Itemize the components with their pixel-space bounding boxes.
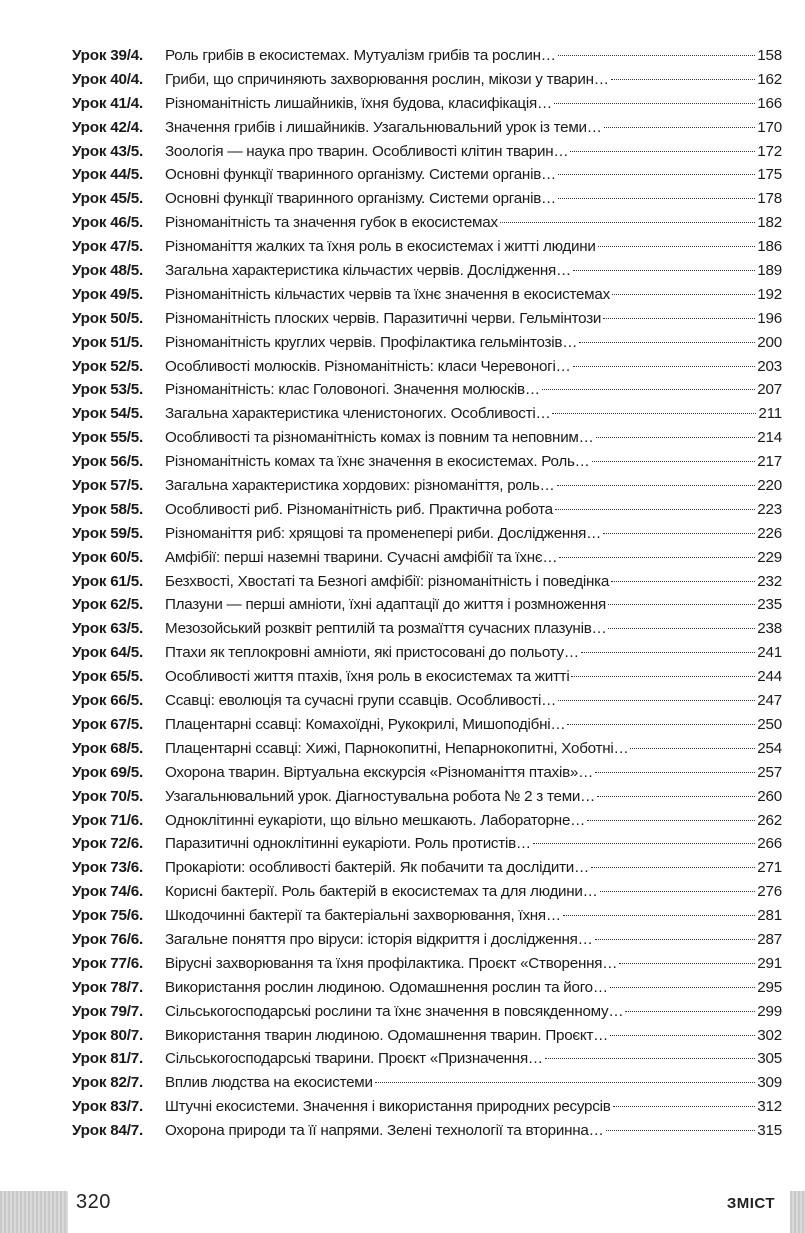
toc-entry[interactable] xyxy=(72,928,782,952)
lesson-title: Загальна характеристика членистоногих. Особливості… xyxy=(165,405,551,423)
lesson-title: Ссавці: еволюція та сучасні групи ссавців. Особливості… xyxy=(165,692,557,710)
dot-leader xyxy=(613,1106,756,1107)
lesson-page-number: 305 xyxy=(757,1050,782,1068)
toc-entry[interactable] xyxy=(72,474,782,498)
lesson-page-number: 276 xyxy=(757,883,782,901)
lesson-number: Урок 47/5. xyxy=(72,238,144,256)
lesson-number: Урок 68/5. xyxy=(72,739,144,757)
lesson-number: Урок 59/5. xyxy=(72,524,144,542)
toc-entry[interactable] xyxy=(72,761,782,785)
toc-entry[interactable] xyxy=(72,331,782,355)
dot-leader xyxy=(610,1035,755,1036)
dot-leader xyxy=(603,533,755,534)
lesson-title: Сільськогосподарські рослини та їхнє значення в повсякденному… xyxy=(165,1002,624,1020)
dot-leader xyxy=(557,485,756,486)
dot-leader xyxy=(554,103,755,104)
lesson-page-number: 214 xyxy=(757,429,782,447)
lesson-title: Особливості молюсків. Різноманітність: класи Черевоногі… xyxy=(165,357,571,375)
lesson-page-number: 211 xyxy=(758,405,782,423)
lesson-title: Особливості життя птахів, їхня роль в екосистемах та житті xyxy=(165,668,570,686)
footer-page-number: 320 xyxy=(76,1191,111,1213)
toc-entry[interactable] xyxy=(72,570,782,594)
toc-entry[interactable] xyxy=(72,856,782,880)
dot-leader xyxy=(598,246,756,247)
lesson-title: Особливості риб. Різноманітність риб. Практична робота xyxy=(165,500,553,518)
lesson-page-number: 207 xyxy=(757,381,782,399)
toc-entry[interactable] xyxy=(72,68,782,92)
lesson-number: Урок 55/5. xyxy=(72,429,144,447)
dot-leader xyxy=(555,509,755,510)
lesson-page-number: 312 xyxy=(757,1098,782,1116)
lesson-title: Різноманітність кільчастих червів та їхнє значення в екосистемах xyxy=(165,285,610,303)
toc-entry[interactable] xyxy=(72,235,782,259)
toc-entry[interactable] xyxy=(72,809,782,833)
lesson-page-number: 260 xyxy=(757,787,782,805)
lesson-number: Урок 60/5. xyxy=(72,548,144,566)
toc-entry[interactable] xyxy=(72,140,782,164)
toc-entry[interactable] xyxy=(72,187,782,211)
lesson-title: Сільськогосподарські тварини. Проєкт «Призначення… xyxy=(165,1050,543,1068)
dot-leader xyxy=(592,461,756,462)
lesson-page-number: 170 xyxy=(757,118,782,136)
lesson-title: Прокаріоти: особливості бактерій. Як побачити та дослідити… xyxy=(165,859,589,877)
lesson-page-number: 247 xyxy=(757,692,782,710)
lesson-page-number: 299 xyxy=(757,1002,782,1020)
lesson-page-number: 196 xyxy=(757,309,782,327)
lesson-title: Різноманітність комах та їхнє значення в екосистемах. Роль… xyxy=(165,453,590,471)
lesson-number: Урок 78/7. xyxy=(72,978,144,996)
toc-entry[interactable] xyxy=(72,904,782,928)
dot-leader xyxy=(597,796,755,797)
lesson-title: Загальна характеристика хордових: різноманіття, роль… xyxy=(165,477,555,495)
lesson-title: Гриби, що спричиняють захворювання рослин, мікози у тварин… xyxy=(165,70,609,88)
lesson-page-number: 182 xyxy=(757,214,782,232)
toc-entry[interactable] xyxy=(72,546,782,570)
lesson-page-number: 232 xyxy=(757,572,782,590)
lesson-number: Урок 72/6. xyxy=(72,835,144,853)
dot-leader xyxy=(559,557,755,558)
lesson-title: Зоологія — наука про тварин. Особливості клітин тварин… xyxy=(165,142,569,160)
lesson-title: Плацентарні ссавці: Хижі, Парнокопитні, Непарнокопитні, Хоботні… xyxy=(165,739,629,757)
lesson-page-number: 254 xyxy=(757,739,782,757)
dot-leader xyxy=(612,294,755,295)
lesson-number: Урок 69/5. xyxy=(72,763,144,781)
lesson-page-number: 223 xyxy=(757,500,782,518)
dot-leader xyxy=(545,1058,755,1059)
dot-leader xyxy=(591,867,755,868)
lesson-page-number: 262 xyxy=(757,811,782,829)
dot-leader xyxy=(579,342,755,343)
lesson-title: Птахи як теплокровні амніоти, які пристосовані до польоту… xyxy=(165,644,579,662)
dot-leader xyxy=(595,939,756,940)
dot-leader xyxy=(563,915,755,916)
footer-decor-right xyxy=(790,1191,805,1233)
lesson-page-number: 295 xyxy=(757,978,782,996)
dot-leader xyxy=(606,1130,756,1131)
lesson-title: Загальне поняття про віруси: історія відкриття і дослідження… xyxy=(165,930,593,948)
footer-section-title: ЗМІСТ xyxy=(726,1195,775,1212)
lesson-title: Вірусні захворювання та їхня профілактика. Проєкт «Створення… xyxy=(165,954,618,972)
lesson-title: Роль грибів в екосистемах. Мутуалізм грибів та рослин… xyxy=(165,47,556,64)
lesson-title: Особливості та різноманітність комах із повним та неповним… xyxy=(165,429,594,447)
lesson-page-number: 235 xyxy=(757,596,782,614)
lesson-page-number: 172 xyxy=(757,142,782,160)
lesson-title: Використання рослин людиною. Одомашнення рослин та його… xyxy=(165,978,608,996)
toc-entry[interactable] xyxy=(72,617,782,641)
lesson-number: Урок 83/7. xyxy=(72,1098,144,1116)
dot-leader xyxy=(625,1011,755,1012)
lesson-number: Урок 74/6. xyxy=(72,883,144,901)
lesson-page-number: 217 xyxy=(757,453,782,471)
toc-entry[interactable] xyxy=(72,689,782,713)
toc-entry[interactable] xyxy=(72,976,782,1000)
dot-leader xyxy=(558,174,755,175)
dot-leader xyxy=(552,413,756,414)
lesson-title: Охорона природи та її напрями. Зелені технології та вторинна… xyxy=(165,1122,604,1140)
toc-entry[interactable] xyxy=(72,641,782,665)
lesson-page-number: 315 xyxy=(757,1122,782,1140)
toc-entry[interactable] xyxy=(72,426,782,450)
lesson-number: Урок 40/4. xyxy=(72,70,144,88)
lesson-number: Урок 39/4. xyxy=(72,47,144,64)
lesson-page-number: 166 xyxy=(757,94,782,112)
lesson-page-number: 291 xyxy=(757,954,782,972)
lesson-number: Урок 44/5. xyxy=(72,166,144,184)
lesson-number: Урок 77/6. xyxy=(72,954,144,972)
lesson-number: Урок 41/4. xyxy=(72,94,144,112)
lesson-title: Узагальнювальний урок. Діагностувальна робота № 2 з теми… xyxy=(165,787,596,805)
toc-entry[interactable] xyxy=(72,880,782,904)
lesson-page-number: 266 xyxy=(757,835,782,853)
toc-entry[interactable] xyxy=(72,737,782,761)
dot-leader xyxy=(600,891,756,892)
lesson-page-number: 281 xyxy=(757,907,782,925)
toc-entry[interactable] xyxy=(72,1119,782,1143)
toc-entry[interactable] xyxy=(72,1071,782,1095)
dot-leader xyxy=(610,987,755,988)
lesson-title: Загальна характеристика кільчастих червів. Дослідження… xyxy=(165,262,571,280)
lesson-title: Різноманітність круглих червів. Профілактика гельмінтозів… xyxy=(165,333,578,351)
dot-leader xyxy=(596,437,756,438)
lesson-page-number: 238 xyxy=(757,620,782,638)
lesson-page-number: 175 xyxy=(757,166,782,184)
lesson-number: Урок 82/7. xyxy=(72,1074,144,1092)
lesson-page-number: 220 xyxy=(757,477,782,495)
toc-entry[interactable] xyxy=(72,378,782,402)
dot-leader xyxy=(608,628,755,629)
lesson-page-number: 186 xyxy=(757,238,782,256)
lesson-number: Урок 81/7. xyxy=(72,1050,144,1068)
lesson-number: Урок 64/5. xyxy=(72,644,144,662)
dot-leader xyxy=(608,604,755,605)
lesson-number: Урок 54/5. xyxy=(72,405,144,423)
lesson-page-number: 189 xyxy=(757,262,782,280)
lesson-number: Урок 70/5. xyxy=(72,787,144,805)
dot-leader xyxy=(375,1082,756,1083)
lesson-number: Урок 63/5. xyxy=(72,620,144,638)
lesson-number: Урок 50/5. xyxy=(72,309,144,327)
lesson-title: Корисні бактерії. Роль бактерій в екосистемах та для людини… xyxy=(165,883,598,901)
lesson-page-number: 229 xyxy=(757,548,782,566)
dot-leader xyxy=(571,676,755,677)
lesson-title: Різноманітність плоских червів. Паразитичні черви. Гельмінтози xyxy=(165,309,602,327)
dot-leader xyxy=(587,820,755,821)
lesson-title: Різноманіття жалких та їхня роль в екосистемах і житті людини xyxy=(165,238,596,256)
toc-entry[interactable] xyxy=(72,1047,782,1071)
lesson-title: Використання тварин людиною. Одомашнення тварин. Проєкт… xyxy=(165,1026,609,1044)
dot-leader xyxy=(611,79,756,80)
dot-leader xyxy=(558,198,755,199)
lesson-page-number: 158 xyxy=(757,47,782,64)
toc-entry[interactable] xyxy=(72,665,782,689)
toc-entry[interactable] xyxy=(72,355,782,379)
lesson-page-number: 203 xyxy=(757,357,782,375)
dot-leader xyxy=(573,366,756,367)
footer-decor-left xyxy=(0,1191,68,1233)
lesson-number: Урок 76/6. xyxy=(72,930,144,948)
lesson-number: Урок 48/5. xyxy=(72,262,144,280)
lesson-number: Урок 43/5. xyxy=(72,142,144,160)
lesson-page-number: 162 xyxy=(757,70,782,88)
lesson-number: Урок 57/5. xyxy=(72,477,144,495)
toc-entry[interactable] xyxy=(72,44,782,68)
toc-entry[interactable] xyxy=(72,1095,782,1119)
lesson-number: Урок 56/5. xyxy=(72,453,144,471)
dot-leader xyxy=(573,270,755,271)
toc-entry[interactable] xyxy=(72,450,782,474)
toc-entry[interactable] xyxy=(72,1024,782,1048)
lesson-number: Урок 53/5. xyxy=(72,381,144,399)
toc-entry[interactable] xyxy=(72,522,782,546)
dot-leader xyxy=(630,748,755,749)
lesson-title: Значення грибів і лишайників. Узагальнювальний урок із теми… xyxy=(165,118,602,136)
lesson-title: Різноманітність: клас Головоногі. Значення молюсків… xyxy=(165,381,540,399)
lesson-title: Шкодочинні бактерії та бактеріальні захворювання, їхня… xyxy=(165,907,561,925)
toc-entry[interactable] xyxy=(72,498,782,522)
dot-leader xyxy=(558,55,756,56)
lesson-title: Амфібії: перші наземні тварини. Сучасні амфібії та їхнє… xyxy=(165,548,558,566)
lesson-title: Плазуни — перші амніоти, їхні адаптації до життя і розмноження xyxy=(165,596,607,614)
toc-entry[interactable] xyxy=(72,259,782,283)
dot-leader xyxy=(533,843,755,844)
lesson-title: Безхвості, Хвостаті та Безногі амфібії: різноманітність і поведінка xyxy=(165,572,610,590)
lesson-page-number: 192 xyxy=(757,285,782,303)
lesson-title: Вплив людства на екосистеми xyxy=(165,1074,373,1092)
toc-entry[interactable] xyxy=(72,307,782,331)
toc-entry[interactable] xyxy=(72,832,782,856)
lesson-number: Урок 84/7. xyxy=(72,1122,144,1140)
lesson-number: Урок 49/5. xyxy=(72,285,144,303)
lesson-number: Урок 71/6. xyxy=(72,811,144,829)
lesson-title: Різноманітність лишайників, їхня будова, класифікація… xyxy=(165,94,552,112)
lesson-page-number: 200 xyxy=(757,333,782,351)
lesson-title: Мезозойський розквіт рептилій та розмаїття сучасних плазунів… xyxy=(165,620,607,638)
dot-leader xyxy=(604,127,756,128)
dot-leader xyxy=(542,389,755,390)
lesson-number: Урок 51/5. xyxy=(72,333,144,351)
dot-leader xyxy=(581,652,755,653)
toc-entry[interactable] xyxy=(72,92,782,116)
lesson-page-number: 244 xyxy=(757,668,782,686)
lesson-title: Штучні екосистеми. Значення і використання природних ресурсів xyxy=(165,1098,611,1116)
lesson-page-number: 178 xyxy=(757,190,782,208)
lesson-number: Урок 52/5. xyxy=(72,357,144,375)
lesson-page-number: 287 xyxy=(757,930,782,948)
lesson-title: Основні функції тваринного організму. Системи органів… xyxy=(165,190,556,208)
lesson-number: Урок 79/7. xyxy=(72,1002,144,1020)
lesson-title: Різноманіття риб: хрящові та променепері риби. Дослідження… xyxy=(165,524,602,542)
lesson-page-number: 250 xyxy=(757,715,782,733)
table-of-contents xyxy=(72,44,782,1143)
lesson-number: Урок 66/5. xyxy=(72,692,144,710)
lesson-number: Урок 73/6. xyxy=(72,859,144,877)
toc-entry[interactable] xyxy=(72,593,782,617)
lesson-number: Урок 61/5. xyxy=(72,572,144,590)
lesson-title: Плацентарні ссавці: Комахоїдні, Рукокрилі, Мишоподібні… xyxy=(165,715,566,733)
lesson-number: Урок 65/5. xyxy=(72,668,144,686)
lesson-page-number: 271 xyxy=(757,859,782,877)
toc-entry[interactable] xyxy=(72,211,782,235)
lesson-title: Паразитичні одноклітинні еукаріоти. Роль протистів… xyxy=(165,835,531,853)
toc-entry[interactable] xyxy=(72,163,782,187)
lesson-title: Одноклітинні еукаріоти, що вільно мешкають. Лабораторне… xyxy=(165,811,586,829)
toc-entry[interactable] xyxy=(72,785,782,809)
dot-leader xyxy=(619,963,755,964)
toc-entry[interactable] xyxy=(72,952,782,976)
dot-leader xyxy=(603,318,755,319)
toc-entry[interactable] xyxy=(72,402,782,426)
lesson-page-number: 226 xyxy=(757,524,782,542)
lesson-title: Різноманітність та значення губок в екосистемах xyxy=(165,214,498,232)
lesson-page-number: 241 xyxy=(757,644,782,662)
lesson-page-number: 302 xyxy=(757,1026,782,1044)
lesson-number: Урок 58/5. xyxy=(72,500,144,518)
dot-leader xyxy=(500,222,755,223)
dot-leader xyxy=(611,581,755,582)
dot-leader xyxy=(558,700,755,701)
dot-leader xyxy=(570,151,755,152)
lesson-title: Охорона тварин. Віртуальна екскурсія «Різноманіття птахів»… xyxy=(165,763,594,781)
toc-entry[interactable] xyxy=(72,1000,782,1024)
lesson-page-number: 257 xyxy=(757,763,782,781)
toc-entry[interactable] xyxy=(72,713,782,737)
lesson-number: Урок 45/5. xyxy=(72,190,144,208)
lesson-page-number: 309 xyxy=(757,1074,782,1092)
lesson-number: Урок 75/6. xyxy=(72,907,144,925)
lesson-number: Урок 62/5. xyxy=(72,596,144,614)
toc-entry[interactable] xyxy=(72,283,782,307)
lesson-number: Урок 67/5. xyxy=(72,715,144,733)
toc-entry[interactable] xyxy=(72,116,782,140)
lesson-number: Урок 42/4. xyxy=(72,118,144,136)
dot-leader xyxy=(567,724,755,725)
lesson-title: Основні функції тваринного організму. Системи органів… xyxy=(165,166,556,184)
dot-leader xyxy=(595,772,755,773)
lesson-number: Урок 80/7. xyxy=(72,1026,144,1044)
lesson-number: Урок 46/5. xyxy=(72,214,144,232)
